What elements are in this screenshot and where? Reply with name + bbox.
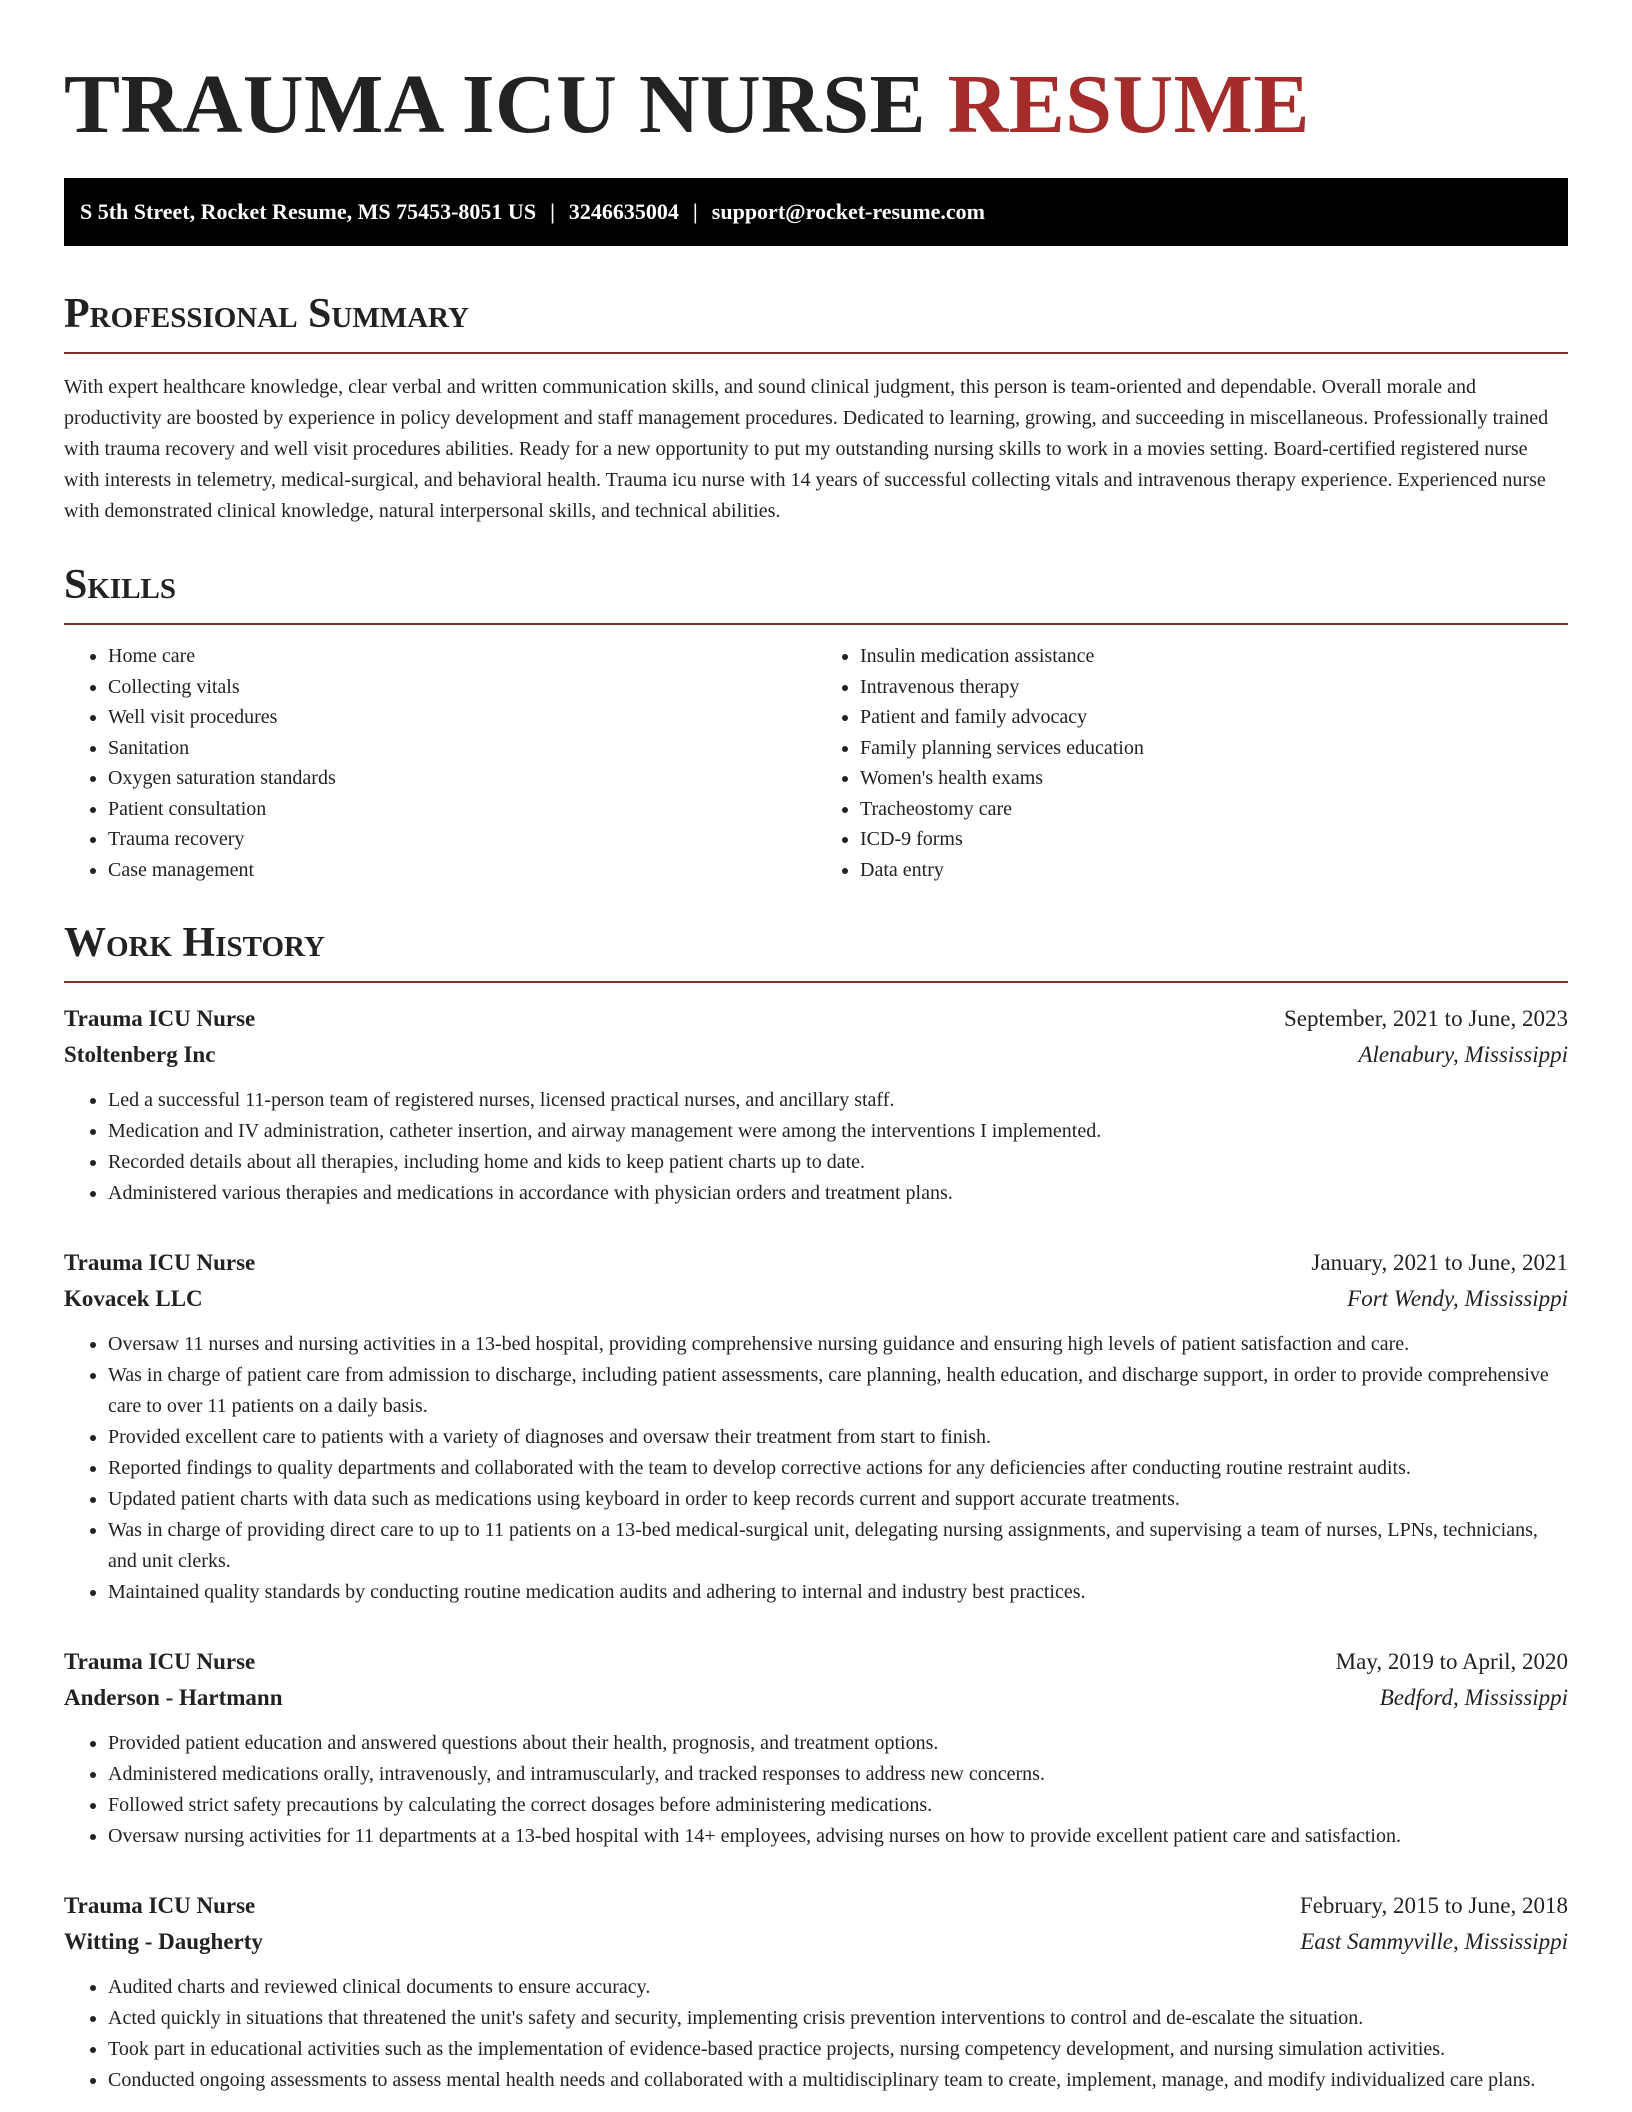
- skill-item: • Patient and family advocacy: [860, 702, 1568, 733]
- job-bullet: • Oversaw 11 nurses and nursing activities in a 13-bed hospital, providing comprehensive nursing guidance and ensuring high levels of patient satisfaction and care.: [108, 1329, 1568, 1360]
- title-accent: RESUME: [947, 58, 1310, 151]
- job-bullet: • Conducted ongoing assessments to assess mental health needs and collaborated with a multidisciplinary team to create, implement, manage, and modify individualized care plans.: [108, 2065, 1568, 2096]
- contact-separator: |: [550, 199, 555, 224]
- job-dates: May, 2019 to April, 2020: [1335, 1649, 1568, 1674]
- skill-item: • Data entry: [860, 855, 1568, 886]
- job-bullet: • Oversaw nursing activities for 11 departments at a 13-bed hospital with 14+ employees, advising nurses on how to provide excellent patient care and satisfaction.: [108, 1821, 1568, 1852]
- job-bullet: • Took part in educational activities such as the implementation of evidence-based practice projects, nursing competency development, and nursing simulation activities.: [108, 2034, 1568, 2065]
- job-title: Trauma ICU Nurse: [64, 1250, 256, 1275]
- job-bullets: [64, 1329, 1568, 1608]
- contact-address: S 5th Street, Rocket Resume, MS 75453-8051 US: [80, 199, 537, 224]
- summary-heading: Professional Summary: [64, 291, 469, 337]
- job-entry: [64, 1644, 1568, 1852]
- job-bullet: • Updated patient charts with data such as medications using keyboard in order to keep records current and support accurate treatments.: [108, 1484, 1568, 1515]
- job-bullet: • Reported findings to quality departments and collaborated with the team to develop corrective actions for any deficiencies after conducting routine restraint audits.: [108, 1453, 1568, 1484]
- title-main: TRAUMA ICU NURSE: [64, 58, 927, 151]
- skill-item: • Case management: [108, 855, 816, 886]
- job-bullet: • Provided excellent care to patients with a variety of diagnoses and oversaw their treatment from start to finish.: [108, 1422, 1568, 1453]
- skill-item: • Patient consultation: [108, 794, 816, 825]
- contact-email: support@rocket-resume.com: [711, 199, 985, 224]
- job-bullets: [64, 1085, 1568, 1209]
- skills-divider: [64, 623, 1568, 625]
- job-bullet: • Administered various therapies and medications in accordance with physician orders and treatment plans.: [108, 1178, 1568, 1209]
- job-bullet: • Was in charge of providing direct care to up to 11 patients on a 13-bed medical-surgical unit, delegating nursing assignments, and supervising a team of nurses, LPNs, technicians, and unit clerks.: [108, 1515, 1568, 1577]
- skill-item: • Sanitation: [108, 733, 816, 764]
- skill-item: • Family planning services education: [860, 733, 1568, 764]
- job-bullet: • Followed strict safety precautions by calculating the correct dosages before administering medications.: [108, 1790, 1568, 1821]
- skill-item: • Insulin medication assistance: [860, 641, 1568, 672]
- job-title: Trauma ICU Nurse: [64, 1893, 256, 1918]
- job-bullet: • Medication and IV administration, catheter insertion, and airway management were among the interventions I implemented.: [108, 1116, 1568, 1147]
- work-history-divider: [64, 981, 1568, 983]
- skill-item: • Collecting vitals: [108, 672, 816, 703]
- skills-column-right: [816, 641, 1568, 885]
- job-bullet: • Was in charge of patient care from admission to discharge, including patient assessments, care planning, health education, and discharge support, in order to provide comprehensive care to over 11 patients on a daily basis.: [108, 1360, 1568, 1422]
- job-company: Anderson - Hartmann: [64, 1685, 283, 1710]
- job-entry: [64, 1245, 1568, 1608]
- skill-item: • Tracheostomy care: [860, 794, 1568, 825]
- skill-item: • Home care: [108, 641, 816, 672]
- job-location: Fort Wendy, Mississippi: [1347, 1286, 1568, 1311]
- job-bullet: • Recorded details about all therapies, including home and kids to keep patient charts up to date.: [108, 1147, 1568, 1178]
- job-company: Witting - Daugherty: [64, 1929, 263, 1954]
- job-location: Bedford, Mississippi: [1379, 1685, 1568, 1710]
- job-entry: [64, 1888, 1568, 2096]
- skill-item: • ICD-9 forms: [860, 824, 1568, 855]
- job-dates: September, 2021 to June, 2023: [1284, 1006, 1568, 1031]
- contact-bar: [64, 178, 1568, 246]
- skill-item: • Trauma recovery: [108, 824, 816, 855]
- job-bullet: • Administered medications orally, intravenously, and intramuscularly, and tracked responses to address new concerns.: [108, 1759, 1568, 1790]
- job-location: East Sammyville, Mississippi: [1300, 1929, 1568, 1954]
- skills-column-left: [64, 641, 816, 885]
- job-dates: February, 2015 to June, 2018: [1299, 1893, 1568, 1918]
- job-bullet: • Acted quickly in situations that threatened the unit's safety and security, implementing crisis prevention interventions to control and de-escalate the situation.: [108, 2003, 1568, 2034]
- summary-text: With expert healthcare knowledge, clear verbal and written communication skills, and sound clinical judgment, this person is team-oriented and dependable. Overall morale and productivity are boosted by experience in policy development and staff management procedures. Dedicated to learning, growing, and succeeding in miscellaneous. Professionally trained with trauma recovery and well visit procedures abilities. Ready for a new opportunity to put my outstanding nursing skills to work in a movies setting. Board-certified registered nurse with interests in telemetry, medical-surgical, and behavioral health. Trauma icu nurse with 14 years of successful collecting vitals and intravenous therapy experience. Experienced nurse with demonstrated clinical knowledge, natural interpersonal skills, and technical abilities.: [64, 376, 1549, 522]
- skills-list: [64, 641, 1568, 885]
- job-bullets: [64, 1728, 1568, 1852]
- job-entry: [64, 1001, 1568, 1209]
- job-dates: January, 2021 to June, 2021: [1311, 1250, 1568, 1275]
- job-company: Stoltenberg Inc: [64, 1042, 216, 1067]
- contact-separator: |: [692, 199, 698, 224]
- skill-item: • Well visit procedures: [108, 702, 816, 733]
- job-company: Kovacek LLC: [64, 1286, 203, 1311]
- job-bullet: • Provided patient education and answered questions about their health, prognosis, and treatment options.: [108, 1728, 1568, 1759]
- job-title: Trauma ICU Nurse: [64, 1649, 256, 1674]
- work-history-heading: Work History: [64, 920, 325, 966]
- job-bullet: • Maintained quality standards by conducting routine medication audits and adhering to internal and industry best practices.: [108, 1577, 1568, 1608]
- resume-title: [64, 0, 1568, 154]
- job-title: Trauma ICU Nurse: [64, 1006, 256, 1031]
- skills-heading: Skills: [64, 562, 177, 608]
- job-bullet: • Led a successful 11-person team of registered nurses, licensed practical nurses, and ancillary staff.: [108, 1085, 1568, 1116]
- job-bullet: • Audited charts and reviewed clinical documents to ensure accuracy.: [108, 1972, 1568, 2003]
- skill-item: • Women's health exams: [860, 763, 1568, 794]
- skill-item: • Intravenous therapy: [860, 672, 1568, 703]
- job-location: Alenabury, Mississippi: [1358, 1042, 1568, 1067]
- summary-divider: [64, 352, 1568, 354]
- contact-phone: 3246635004: [568, 199, 679, 224]
- skill-item: • Oxygen saturation standards: [108, 763, 816, 794]
- job-bullets: [64, 1972, 1568, 2096]
